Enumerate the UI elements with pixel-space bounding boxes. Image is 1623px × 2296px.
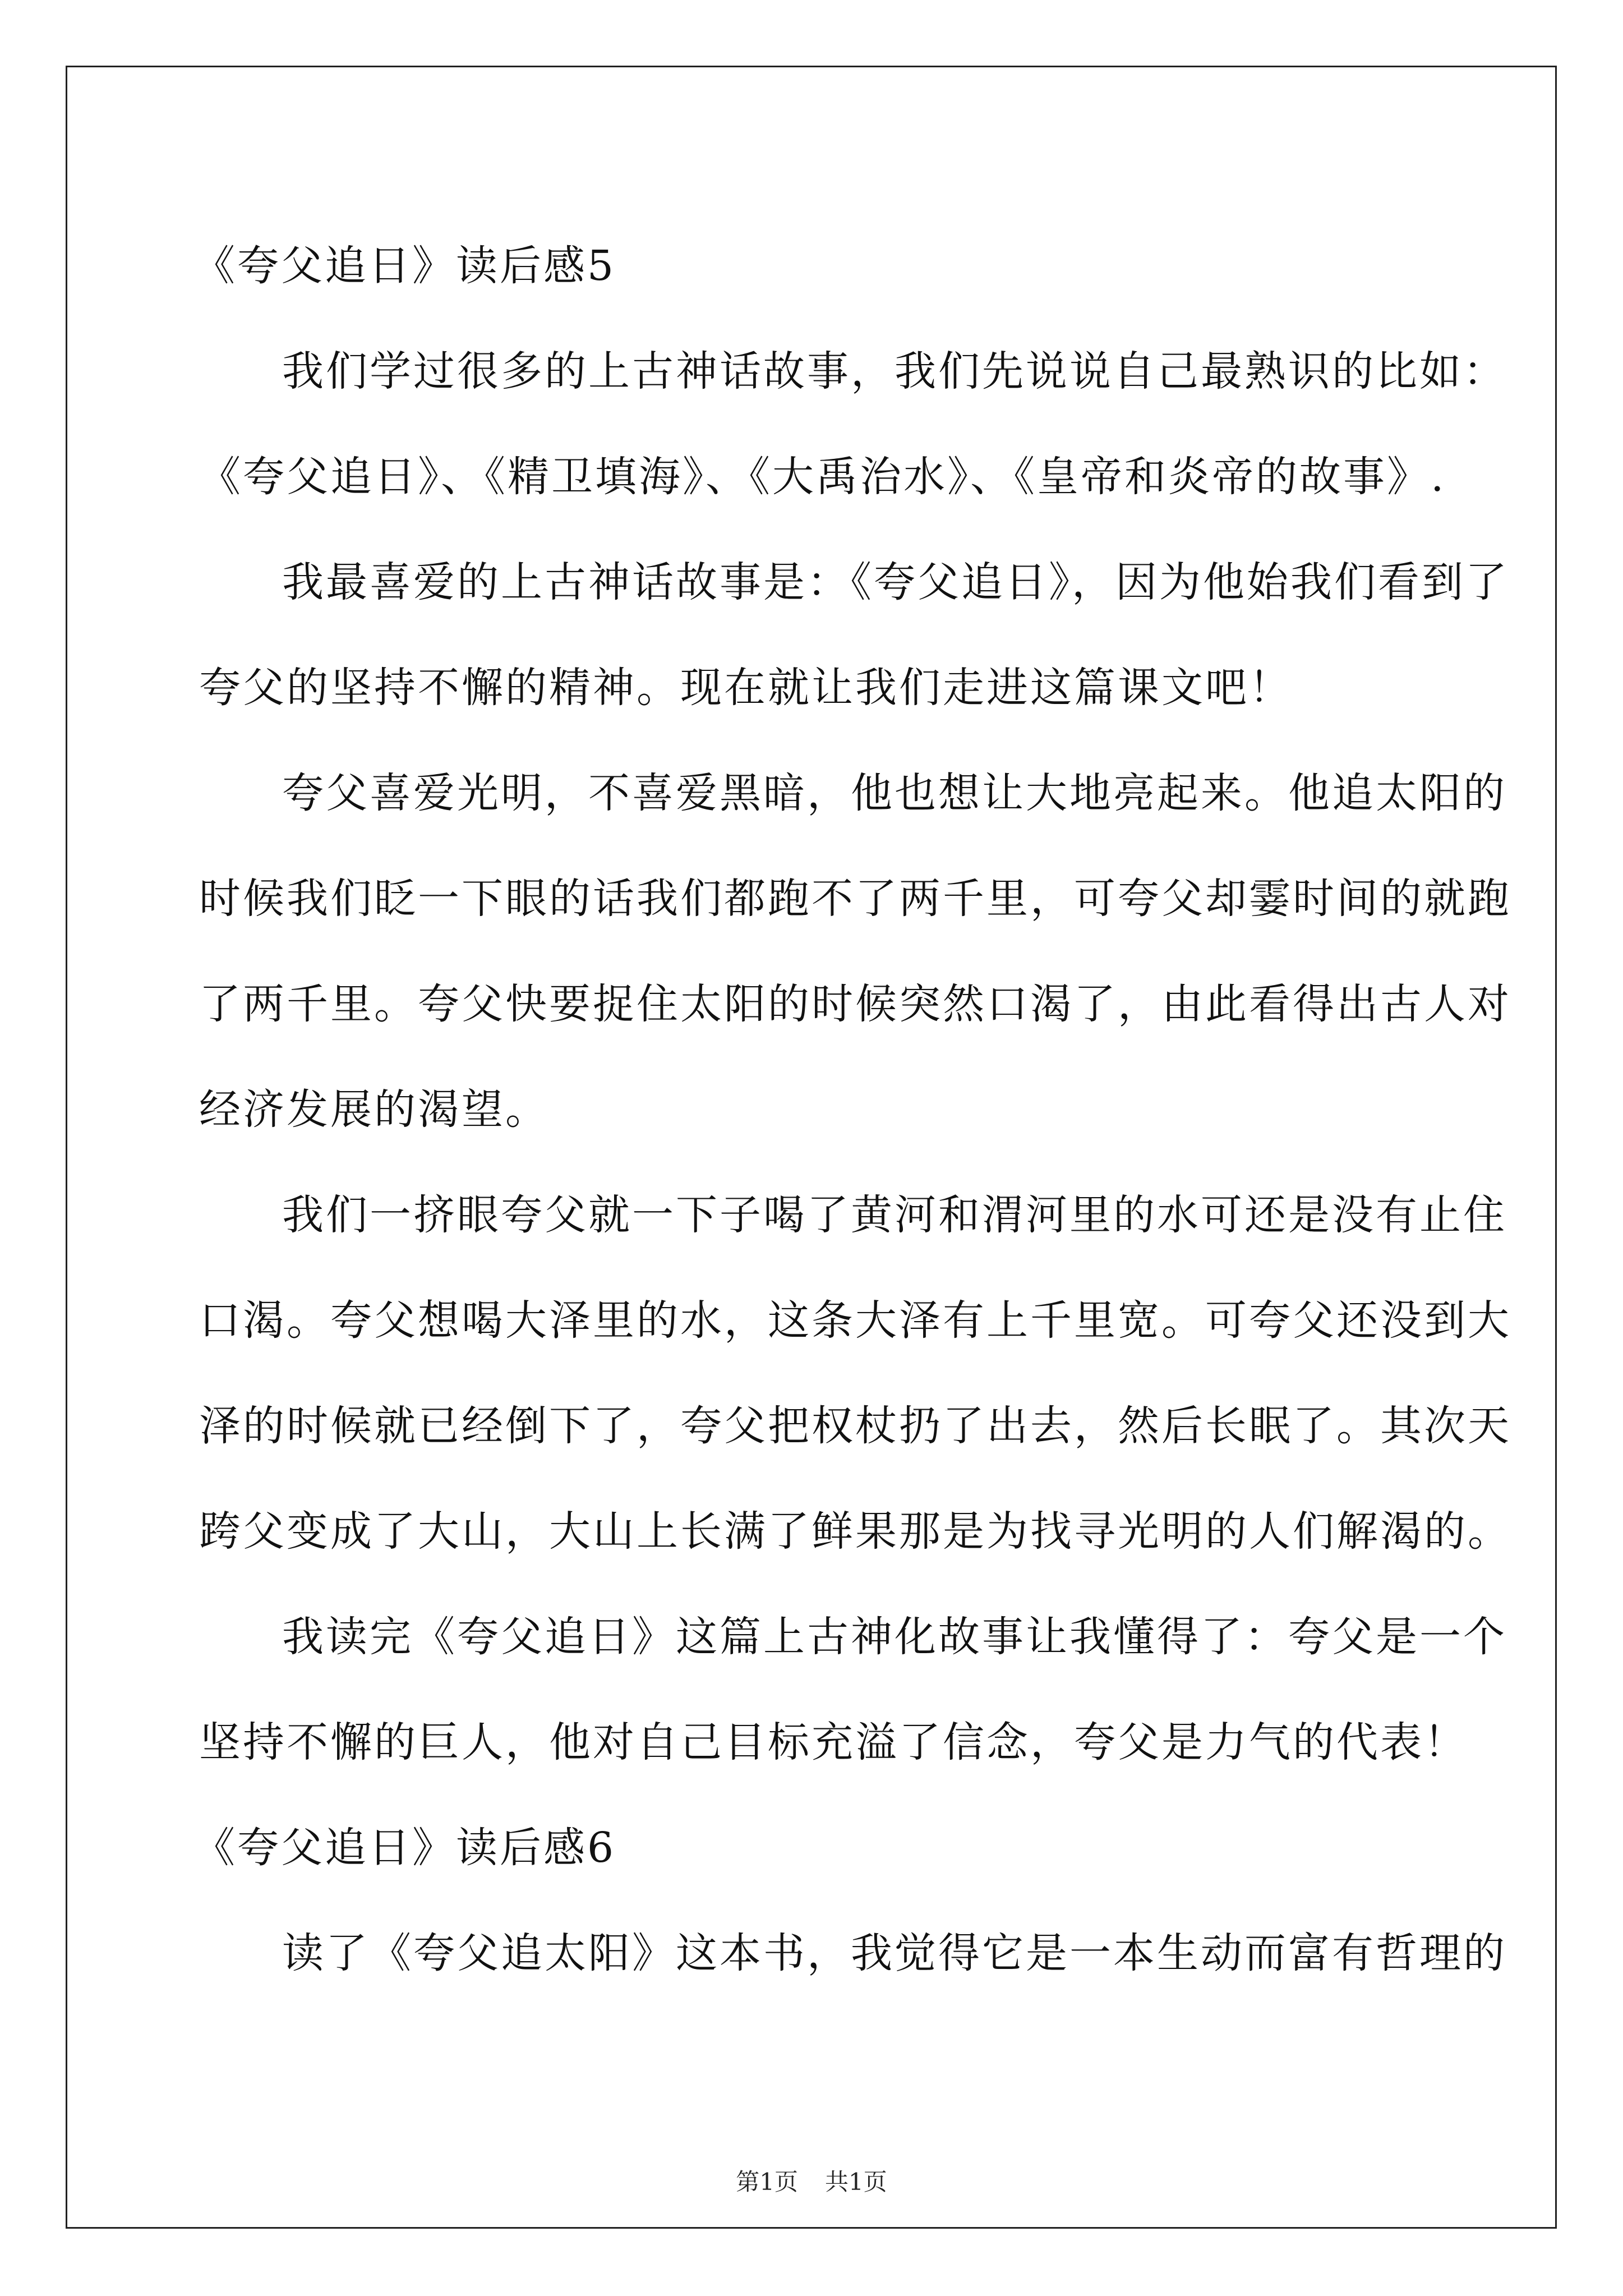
paragraph-line: 我们学过很多的上古神话故事，我们先说说自己最熟识的比如： <box>282 347 1507 395</box>
paragraph-line: 《夸父追日》、《精卫填海》、《大禹治水》、《皇帝和炎帝的故事》. <box>199 453 1446 501</box>
paragraph-line: 我读完《夸父追日》这篇上古神化故事让我懂得了：夸父是一个 <box>282 1613 1507 1661</box>
paragraph-line: 夸父的坚持不懈的精神。现在就让我们走进这篇课文吧！ <box>199 664 1293 712</box>
essay-title: 《夸父追日》读后感5 <box>193 242 616 290</box>
document-body <box>193 213 1511 2006</box>
paragraph-line: 泽的时候就已经倒下了，夸父把权杖扔了出去，然后长眠了。其次天 <box>199 1402 1511 1450</box>
paragraph-line: 读了《夸父追太阳》这本书，我觉得它是一本生动而富有哲理的 <box>282 1929 1507 1977</box>
essay-title: 《夸父追日》读后感6 <box>193 1824 616 1872</box>
paragraph-line: 我最喜爱的上古神话故事是：《夸父追日》，因为他始我们看到了 <box>282 558 1509 606</box>
paragraph-line: 坚持不懈的巨人，他对自己目标充溢了信念，夸父是力气的代表！ <box>199 1718 1468 1766</box>
page-number-current: 第1页 <box>736 2168 798 2196</box>
paragraph-line: 时候我们眨一下眼的话我们都跑不了两千里，可夸父却霎时间的就跑 <box>199 875 1511 923</box>
paragraph-line: 了两千里。夸父快要捉住太阳的时候突然口渴了，由此看得出古人对 <box>199 980 1511 1028</box>
paragraph-line: 夸父喜爱光明，不喜爱黑暗，他也想让大地亮起来。他追太阳的 <box>282 769 1507 817</box>
paragraph-line: 经济发展的渴望。 <box>199 1085 549 1134</box>
paragraph-line: 跨父变成了大山，大山上长满了鲜果那是为找寻光明的人们解渴的。 <box>199 1507 1511 1556</box>
page-number-total: 共1页 <box>825 2168 887 2196</box>
paragraph-line: 我们一挤眼夸父就一下子喝了黄河和渭河里的水可还是没有止住 <box>282 1191 1507 1239</box>
paragraph-line: 口渴。夸父想喝大泽里的水，这条大泽有上千里宽。可夸父还没到大 <box>199 1296 1511 1345</box>
page-footer <box>0 2165 1623 2199</box>
